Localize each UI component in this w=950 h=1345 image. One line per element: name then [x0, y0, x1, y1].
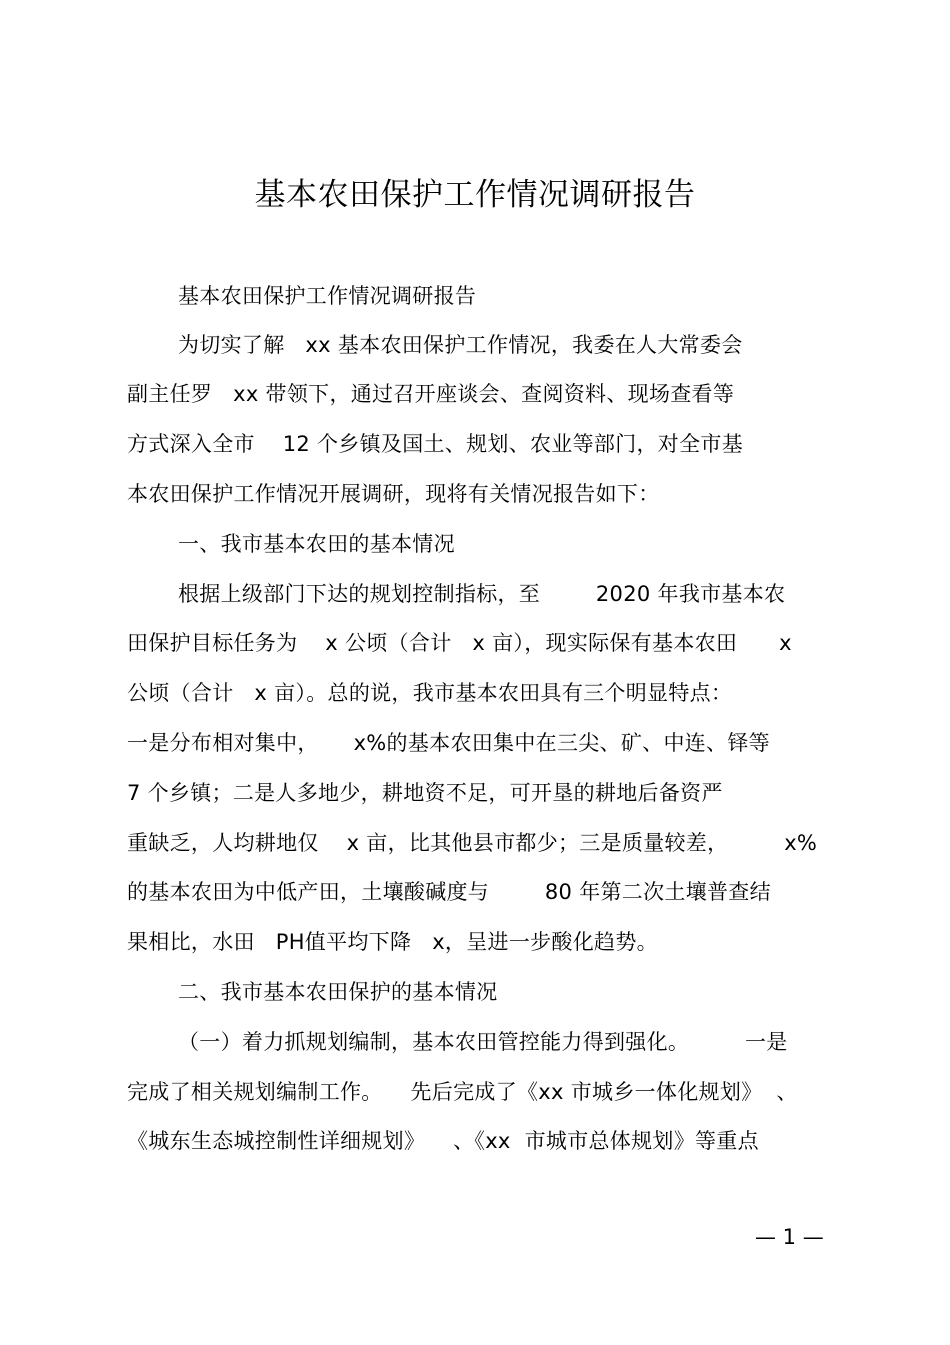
body-line: 重缺乏，人均耕地仅 x 亩，比其他县市都少；三是质量较差， x%: [127, 831, 818, 855]
body-line: 方式深入全市 12 个乡镇及国土、规划、农业等部门，对全市基: [127, 432, 743, 456]
body-line: 副主任罗 xx 带领下，通过召开座谈会、查阅资料、现场查看等: [127, 382, 735, 406]
body-line: 完成了相关规划编制工作。 先后完成了《xx 市城乡一体化规划》 、: [127, 1080, 798, 1104]
body-line: 《城东生态城控制性详细规划》 、《xx 市城市总体规划》等重点: [127, 1129, 759, 1153]
sub-section-heading: （一）着力抓规划编制，基本农田管控能力得到强化。 一是: [178, 1030, 788, 1054]
body-line: 为切实了解 xx 基本农田保护工作情况，我委在人大常委会: [178, 333, 743, 357]
body-line: 果相比，水田 PH值平均下降 x，呈进一步酸化趋势。: [127, 930, 658, 954]
document-title: 基本农田保护工作情况调研报告: [254, 177, 696, 213]
body-line: 一是分布相对集中， x%的基本农田集中在三尖、矿、中连、铎等: [127, 731, 770, 755]
body-line: 7 个乡镇；二是人多地少，耕地资不足，可开垦的耕地后备资严: [127, 781, 723, 805]
body-line: 的基本农田为中低产田，土壤酸碱度与 80 年第二次土壤普查结: [127, 880, 771, 904]
body-line: 公顷（合计 x 亩）。总的说，我市基本农田具有三个明显特点：: [127, 681, 733, 705]
section-heading: 一、我市基本农田的基本情况: [178, 532, 455, 556]
body-line: 本农田保护工作情况开展调研，现将有关情况报告如下：: [127, 482, 660, 506]
body-line: 田保护目标任务为 x 公顷（合计 x 亩），现实际保有基本农田 x: [127, 631, 792, 655]
page-number: — 1 —: [755, 1225, 824, 1249]
body-line-subtitle: 基本农田保护工作情况调研报告: [178, 284, 477, 308]
section-heading: 二、我市基本农田保护的基本情况: [178, 980, 498, 1004]
body-line: 根据上级部门下达的规划控制指标，至 2020 年我市基本农: [178, 582, 786, 606]
